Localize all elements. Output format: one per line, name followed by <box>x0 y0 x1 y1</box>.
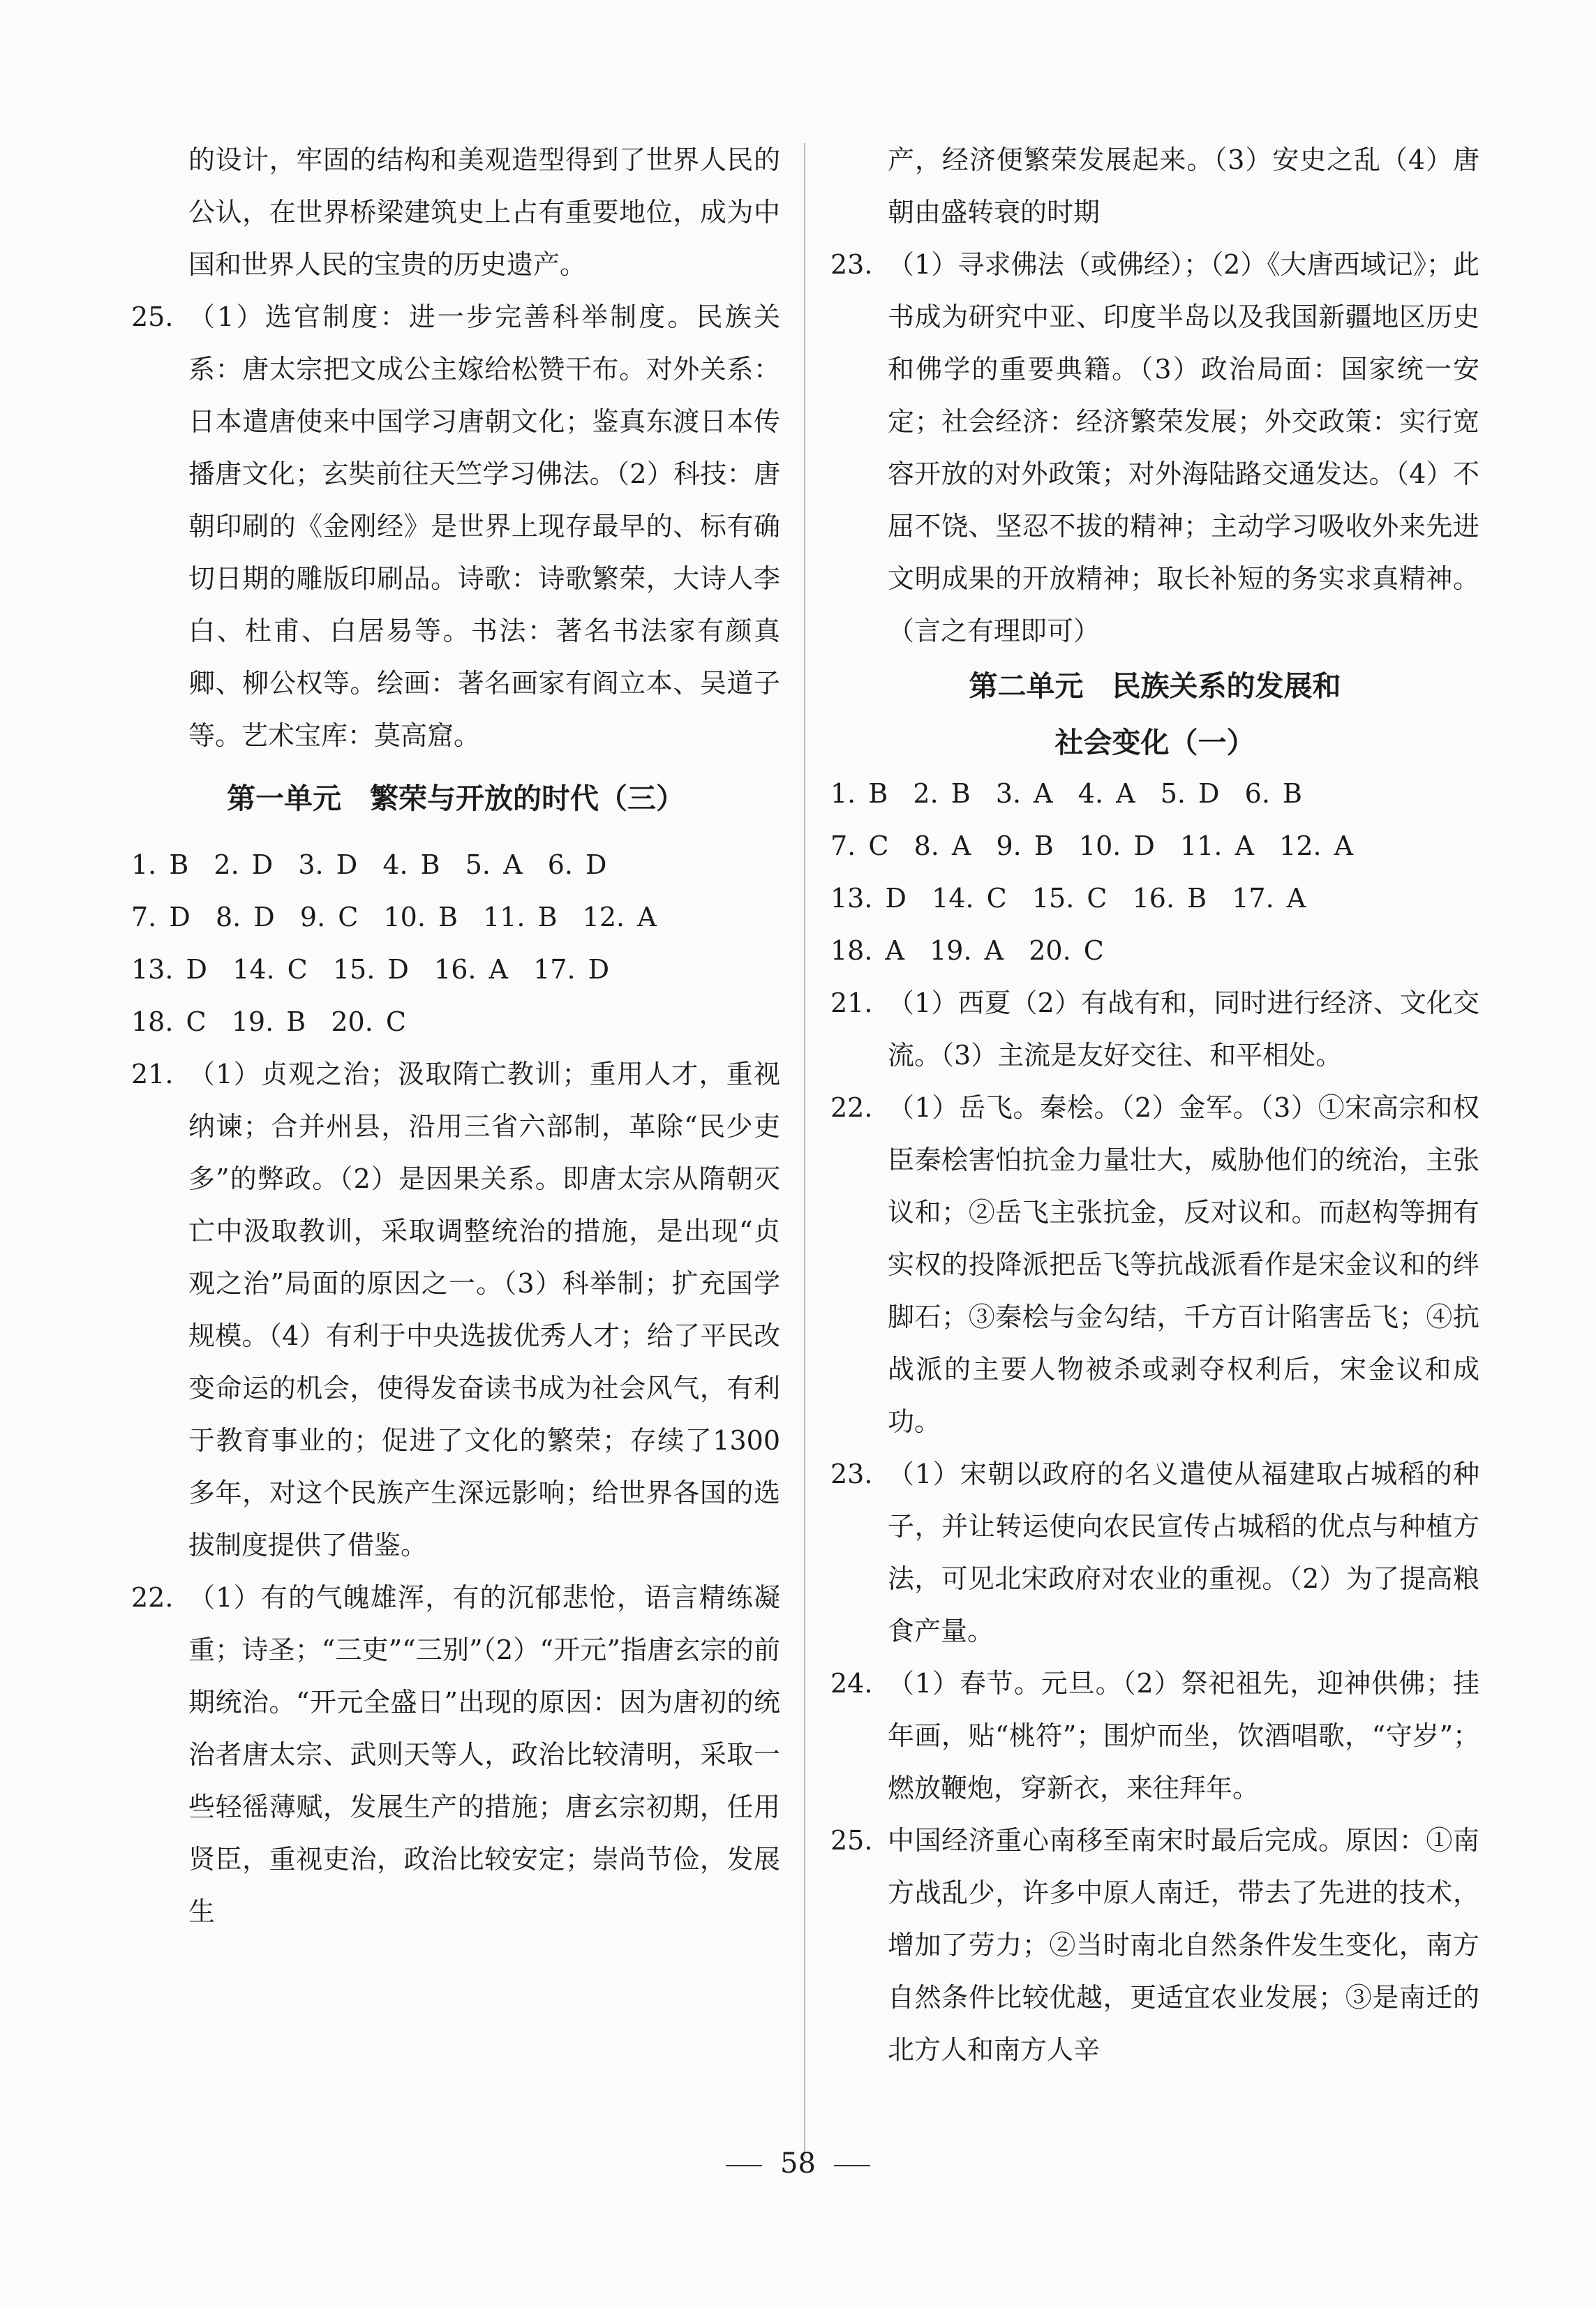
choice-answers-row: 7. C 8. A 9. B 10. D 11. A 12. A <box>830 831 1354 861</box>
left-column <box>131 134 780 1938</box>
answer-text: （1）有的气魄雄浑，有的沉郁悲怆，语言精练凝重；诗圣；“三吏”“三别”（2）“开元”指唐玄宗的前期统治。“开元全盛日”出现的原因：因为唐初的统治者唐太宗、武则天等人，政治比较清明，采取一些轻徭薄赋，发展生产的措施；唐玄宗初期，任用贤臣，重视吏治，政治比较安定；崇尚节俭，发展生 <box>188 1582 780 1927</box>
answer-text: （1）选官制度：进一步完善科举制度。民族关系：唐太宗把文成公主嫁给松赞干布。对外关系：日本遣唐使来中国学习唐朝文化；鉴真东渡日本传播唐文化；玄奘前往天竺学习佛法。（2）科技：唐朝印刷的《金刚经》是世界上现存最早的、标有确切日期的雕版印刷品。诗歌：诗歌繁荣，大诗人李白、杜甫、白居易等。书法：著名书法家有颜真卿、柳公权等。绘画：著名画家有阎立本、吴道子等。艺术宝库：莫高窟。 <box>188 301 780 751</box>
answer-text: 中国经济重心南移至南宋时最后完成。原因：①南方战乱少，许多中原人南迁，带去了先进的技术，增加了劳力；②当时南北自然条件发生变化，南方自然条件比较优越，更适宜农业发展；③是南迁的北方人和南方人辛 <box>888 1825 1479 2065</box>
answer-24-continuation: 的设计，牢固的结构和美观造型得到了世界人民的公认，在世界桥梁建筑史上占有重要地位，成为中国和世界人民的宝贵的历史遗产。 <box>188 144 780 280</box>
answer-text: （1）寻求佛法（或佛经）；（2）《大唐西域记》；此书成为研究中亚、印度半岛以及我国新疆地区历史和佛学的重要典籍。（3）政治局面：国家统一安定；社会经济：经济繁荣发展；外交政策：实行宽容开放的对外政策；对外海陆路交通发达。（4）不屈不饶、坚忍不拔的精神；主动学习吸收外来先进文明成果的开放精神；取长补短的务实求真精神。（言之有理即可） <box>888 249 1479 646</box>
answer-22 <box>830 1082 1479 1448</box>
answer-number: 21. <box>830 988 873 1018</box>
answer-21 <box>131 1048 780 1572</box>
answer-number: 23. <box>830 249 873 280</box>
answer-number: 24. <box>830 1668 873 1699</box>
answer-22 <box>131 1572 780 1938</box>
choice-answers-row: 7. D 8. D 9. C 10. B 11. B 12. A <box>131 902 657 932</box>
choice-answers-row: 13. D 14. C 15. D 16. A 17. D <box>131 954 610 985</box>
answer-number: 22. <box>830 1092 873 1123</box>
answer-23 <box>830 239 1479 657</box>
footer-dash <box>834 2165 870 2166</box>
answer-25 <box>131 291 780 762</box>
answer-text: （1）贞观之治；汲取隋亡教训；重用人才，重视纳谏；合并州县，沿用三省六部制，革除“民少吏多”的弊政。（2）是因果关系。即唐太宗从隋朝灭亡中汲取教训，采取调整统治的措施，是出现“贞观之治”局面的原因之一。（3）科举制；扩充国学规模。（4）有利于中央选拔优秀人才；给了平民改变命运的机会，使得发奋读书成为社会风气，有利于教育事业的；促进了文化的繁荣；存续了1300多年，对这个民族产生深远影响；给世界各国的选拔制度提供了借鉴。 <box>188 1059 780 1561</box>
choice-answers-row: 1. B 2. D 3. D 4. B 5. A 6. D <box>131 849 607 880</box>
answer-text: （1）岳飞。秦桧。（2）金军。（3）①宋高宗和权臣秦桧害怕抗金力量壮大，威胁他们的统治，主张议和；②岳飞主张抗金，反对议和。而赵构等拥有实权的投降派把岳飞等抗战派看作是宋金议和的绊脚石；③秦桧与金勾结，千方百计陷害岳飞；④抗战派的主要人物被杀或剥夺权利后，宋金议和成功。 <box>888 1092 1479 1437</box>
answer-number: 21. <box>131 1059 174 1089</box>
answer-number: 25. <box>830 1825 873 1856</box>
choice-answers-row: 1. B 2. B 3. A 4. A 5. D 6. B <box>830 778 1302 809</box>
answer-text: （1）西夏（2）有战有和，同时进行经济、文化交流。（3）主流是友好交往、和平相处。 <box>888 988 1479 1071</box>
answer-text: （1）春节。元旦。（2）祭祀祖先，迎神供佛；挂年画，贴“桃符”；围炉而坐，饮酒唱歌，“守岁”；燃放鞭炮，穿新衣，来往拜年。 <box>888 1668 1479 1803</box>
answer-23 <box>830 1448 1479 1658</box>
page-number: 58 <box>780 2147 816 2180</box>
answer-21 <box>830 977 1479 1082</box>
footer-dash <box>726 2165 762 2166</box>
unit-heading: 第一单元 繁荣与开放的时代（三） <box>227 782 685 815</box>
right-column <box>830 134 1479 2076</box>
answer-number: 23. <box>830 1459 873 1489</box>
answer-22-continuation: 产，经济便繁荣发展起来。（3）安史之乱（4）唐朝由盛转衰的时期 <box>888 144 1479 228</box>
page-footer <box>0 2143 1596 2184</box>
answer-number: 25. <box>131 301 174 332</box>
unit-heading-line1: 第二单元 民族关系的发展和 <box>969 669 1341 703</box>
choice-answers-row: 18. C 19. B 20. C <box>131 1006 406 1037</box>
answer-24 <box>830 1658 1479 1815</box>
answer-text: （1）宋朝以政府的名义遣使从福建取占城稻的种子，并让转运使向农民宣传占城稻的优点与种植方法，可见北宋政府对农业的重视。（2）为了提高粮食产量。 <box>888 1459 1479 1646</box>
column-divider <box>804 143 805 2157</box>
choice-answers-row: 13. D 14. C 15. C 16. B 17. A <box>830 883 1306 914</box>
choice-answers-row: 18. A 19. A 20. C <box>830 935 1104 966</box>
answer-25 <box>830 1815 1479 2076</box>
answer-number: 22. <box>131 1582 174 1613</box>
unit-heading-line2: 社会变化（一） <box>1054 726 1255 759</box>
